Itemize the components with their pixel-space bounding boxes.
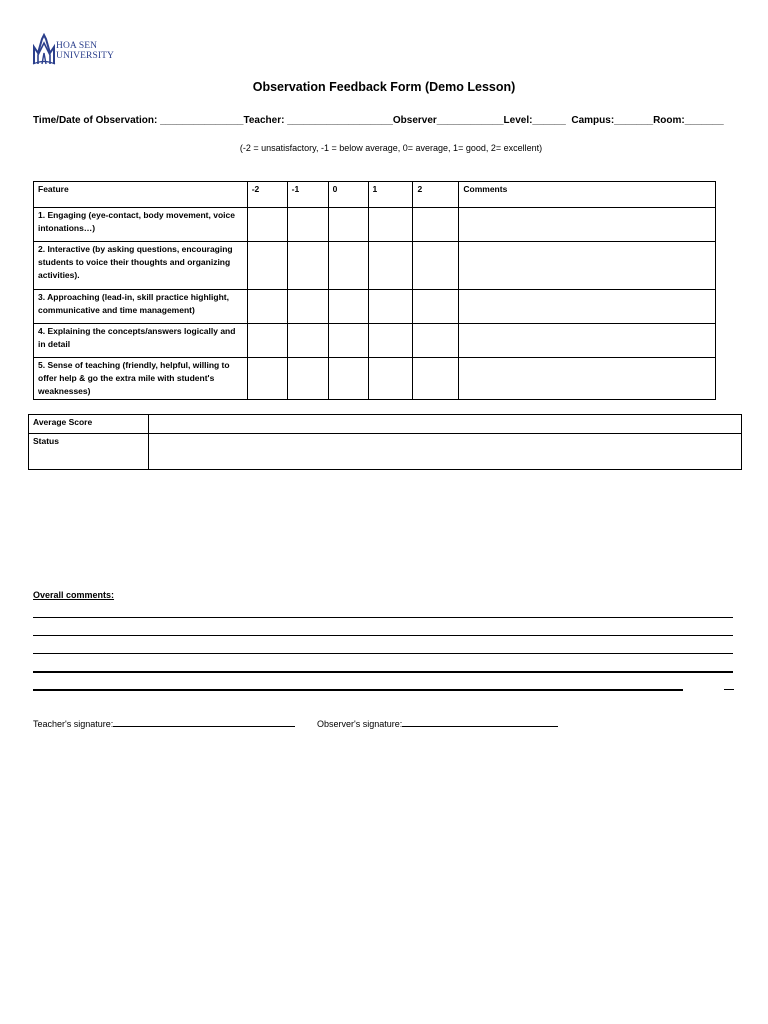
comment-line[interactable]: [33, 689, 683, 691]
score-cell[interactable]: [328, 208, 368, 242]
logo-line-1: HOA SEN: [56, 41, 98, 51]
score-cell[interactable]: [368, 324, 413, 358]
score-cell[interactable]: [287, 358, 328, 400]
lotus-logo-icon: [32, 33, 56, 67]
average-score-value[interactable]: [148, 415, 741, 434]
score-cell[interactable]: [368, 358, 413, 400]
observer-signature-line[interactable]: [402, 717, 558, 727]
table-row: [34, 208, 716, 242]
feature-cell: 3. Approaching (lead-in, skill practice highlight, communicative and time management): [34, 290, 248, 324]
header-feature: Feature: [34, 182, 248, 208]
score-cell[interactable]: [328, 324, 368, 358]
feature-cell: 5. Sense of teaching (friendly, helpful, willing to offer help & go the extra mile with student's weaknesses): [34, 358, 248, 400]
score-cell[interactable]: [287, 242, 328, 290]
observation-info-line: Time/Date of Observation: _______________Teacher: ___________________Observer____________Level:______ Campus:_______Room:_______: [33, 115, 724, 126]
summary-table: [28, 414, 742, 470]
score-cell[interactable]: [247, 242, 287, 290]
average-score-row: [29, 415, 742, 434]
header-comments: Comments: [459, 182, 716, 208]
score-cell[interactable]: [328, 242, 368, 290]
observer-signature: [317, 717, 558, 729]
comment-line[interactable]: [33, 653, 733, 654]
score-cell[interactable]: [328, 358, 368, 400]
scale-note: (-2 = unsatisfactory, -1 = below average, 0= average, 1= good, 2= excellent): [239, 143, 543, 153]
feature-cell: 1. Engaging (eye-contact, body movement, voice intonations…): [34, 208, 248, 242]
score-cell[interactable]: [247, 290, 287, 324]
comments-cell[interactable]: [459, 208, 716, 242]
score-cell[interactable]: [413, 358, 459, 400]
header-minus-1: -1: [287, 182, 328, 208]
header-1: 1: [368, 182, 413, 208]
header-2: 2: [413, 182, 459, 208]
score-cell[interactable]: [368, 290, 413, 324]
score-cell[interactable]: [328, 290, 368, 324]
comments-cell[interactable]: [459, 358, 716, 400]
status-label: Status: [29, 434, 149, 470]
table-row: [34, 358, 716, 400]
feature-cell: 2. Interactive (by asking questions, encouraging students to voice their thoughts and organizing activities).: [34, 242, 248, 290]
score-cell[interactable]: [287, 208, 328, 242]
overall-comments-label: Overall comments:: [33, 590, 115, 600]
score-cell[interactable]: [247, 324, 287, 358]
university-logo: [32, 33, 122, 67]
comment-line[interactable]: [33, 617, 733, 618]
table-row: [34, 242, 716, 290]
logo-line-2: UNIVERSITY: [56, 51, 114, 61]
feature-cell: 4. Explaining the concepts/answers logically and in detail: [34, 324, 248, 358]
header-minus-2: -2: [247, 182, 287, 208]
teacher-signature: [33, 717, 295, 729]
comment-line[interactable]: [33, 635, 733, 636]
comment-line-end: [724, 689, 734, 690]
score-cell[interactable]: [413, 290, 459, 324]
table-row: [34, 290, 716, 324]
score-cell[interactable]: [287, 290, 328, 324]
observer-signature-label: Observer's signature:: [317, 719, 403, 729]
status-row: [29, 434, 742, 470]
form-title: Observation Feedback Form (Demo Lesson): [252, 80, 516, 94]
score-cell[interactable]: [413, 324, 459, 358]
score-cell[interactable]: [368, 242, 413, 290]
score-cell[interactable]: [413, 208, 459, 242]
table-header-row: [34, 182, 716, 208]
teacher-signature-line[interactable]: [113, 717, 295, 727]
logo-text: [56, 41, 114, 61]
average-score-label: Average Score: [29, 415, 149, 434]
comments-cell[interactable]: [459, 324, 716, 358]
score-cell[interactable]: [368, 208, 413, 242]
comments-cell[interactable]: [459, 290, 716, 324]
score-cell[interactable]: [247, 358, 287, 400]
header-0: 0: [328, 182, 368, 208]
teacher-signature-label: Teacher's signature:: [33, 719, 114, 729]
score-cell[interactable]: [247, 208, 287, 242]
evaluation-table: [33, 181, 716, 400]
comment-line[interactable]: [33, 671, 733, 673]
score-cell[interactable]: [413, 242, 459, 290]
score-cell[interactable]: [287, 324, 328, 358]
table-row: [34, 324, 716, 358]
comments-cell[interactable]: [459, 242, 716, 290]
status-value[interactable]: [148, 434, 741, 470]
